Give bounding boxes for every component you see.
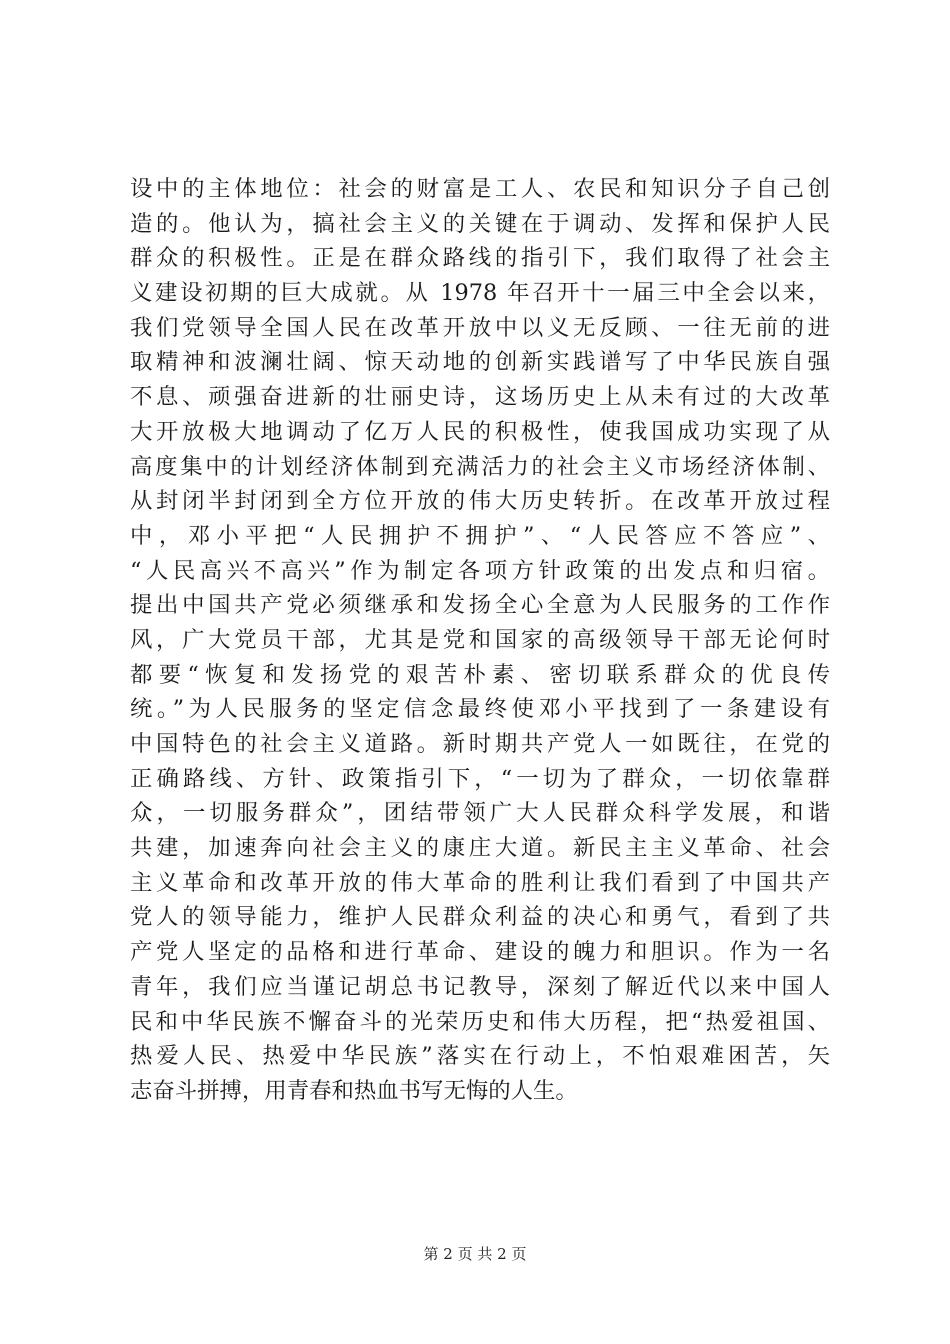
text-line-11: 中，邓小平把“人民拥护不拥护”、“人民答应不答应”、 (130, 522, 830, 549)
text-line-21: 主义革命和改革开放的伟大革命的胜利让我们看到了中国共产 (130, 869, 830, 896)
text-line-17: 中国特色的社会主义道路。新时期共产党人一如既往，在党的 (130, 731, 830, 757)
text-line-4: 义建设初期的巨大成就。从 1978 年召开十一届三中全会以来， (130, 280, 830, 307)
text-line-24: 青年，我们应当谨记胡总书记教导，深刻了解近代以来中国人 (130, 973, 830, 1000)
text-line-7: 不息、顽强奋进新的壮丽史诗，这场历史上从未有过的大改革 (130, 384, 830, 411)
text-line-8: 大开放极大地调动了亿万人民的积极性，使我国成功实现了从 (130, 418, 830, 445)
text-line-5: 我们党领导全国人民在改革开放中以义无反顾、一往无前的进 (130, 314, 830, 341)
text-line-20: 共建，加速奔向社会主义的康庄大道。新民主主义革命、社会 (130, 835, 830, 862)
text-line-2: 造的。他认为，搞社会主义的关键在于调动、发挥和保护人民 (130, 210, 830, 237)
text-line-13: 提出中国共产党必须继承和发扬全心全意为人民服务的工作作 (130, 592, 830, 619)
body-paragraph (130, 172, 830, 1109)
text-line-19: 众，一切服务群众”，团结带领广大人民群众科学发展，和谐 (130, 800, 830, 827)
text-line-3: 群众的积极性。正是在群众路线的指引下，我们取得了社会主 (130, 245, 830, 272)
text-line-27: 志奋斗拼搏，用青春和热血书写无悔的人生。 (130, 1077, 578, 1104)
text-line-1: 设中的主体地位：社会的财富是工人、农民和知识分子自己创 (130, 176, 830, 202)
text-line-12: “人民高兴不高兴”作为制定各项方针政策的出发点和归宿。 (130, 557, 830, 584)
text-line-23: 产党人坚定的品格和进行革命、建设的魄力和胆识。作为一名 (130, 939, 830, 966)
text-line-16: 统。”为人民服务的坚定信念最终使邓小平找到了一条建设有 (130, 696, 830, 723)
text-line-18: 正确路线、方针、政策指引下，“一切为了群众，一切依靠群 (130, 765, 830, 792)
text-line-15: 都要“恢复和发扬党的艰苦朴素、密切联系群众的优良传 (130, 661, 830, 688)
text-line-26: 热爱人民、热爱中华民族”落实在行动上，不怕艰难困苦，矢 (130, 1043, 830, 1070)
text-line-9: 高度集中的计划经济体制到充满活力的社会主义市场经济体制、 (130, 453, 830, 480)
page-number-footer: 第 2 页 共 2 页 (423, 1245, 527, 1263)
text-line-25: 民和中华民族不懈奋斗的光荣历史和伟大历程，把“热爱祖国、 (130, 1008, 830, 1035)
text-line-14: 风，广大党员干部，尤其是党和国家的高级领导干部无论何时 (130, 626, 830, 653)
text-line-6: 取精神和波澜壮阔、惊天动地的创新实践谱写了中华民族自强 (130, 349, 830, 376)
text-line-22: 党人的领导能力，维护人民群众利益的决心和勇气，看到了共 (130, 904, 830, 931)
text-line-10: 从封闭半封闭到全方位开放的伟大历史转折。在改革开放过程 (130, 488, 830, 515)
